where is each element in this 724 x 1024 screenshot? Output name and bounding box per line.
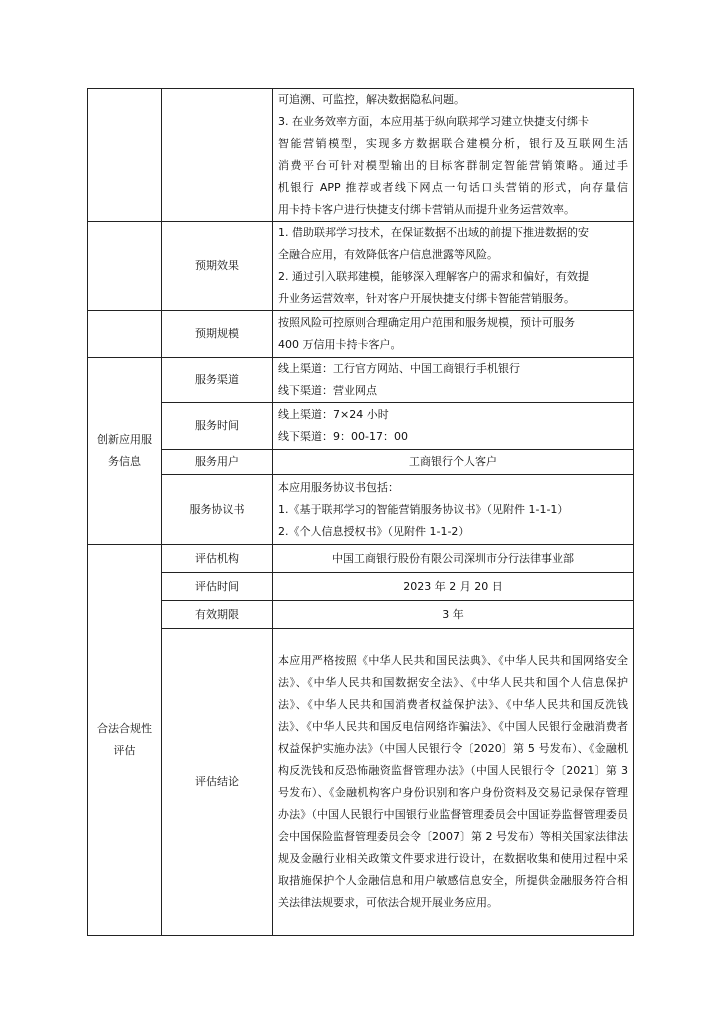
service-users-value: 工商银行个人客户 <box>273 450 634 475</box>
expected-effect-content <box>273 222 634 311</box>
content-cell-efficiency <box>273 89 634 222</box>
service-time-label: 服务时间 <box>162 403 273 450</box>
content-line: 2.《个人信息授权书》（见附件 1-1-2） <box>278 524 470 538</box>
table-row <box>88 222 634 311</box>
evaluation-institution-value: 中国工商银行股份有限公司深圳市分行法律事业部 <box>273 545 634 573</box>
validity-period-label: 有效期限 <box>162 601 273 629</box>
table-row <box>88 629 634 936</box>
service-time-content <box>273 403 634 450</box>
content-line: 按照风险可控原则合理确定用户范围和服务规模，预计可服务 <box>278 316 575 329</box>
content-line: 用卡持卡客户进行快捷支付绑卡营销从而提升业务运营效率。 <box>278 203 575 216</box>
content-line: 2. 通过引入联邦建模，能够深入理解客户的需求和偏好，有效提 <box>278 270 589 283</box>
category-cell-empty <box>88 222 162 311</box>
table-row <box>88 601 634 629</box>
compliance-category: 合法合规性评估 <box>88 545 162 936</box>
service-users-label: 服务用户 <box>162 450 273 475</box>
content-line: 1.《基于联邦学习的智能营销服务协议书》（见附件 1-1-1） <box>278 502 569 516</box>
table-row <box>88 545 634 573</box>
evaluation-conclusion-content <box>273 629 634 936</box>
expected-effect-label: 预期效果 <box>162 222 273 311</box>
evaluation-institution-label: 评估机构 <box>162 545 273 573</box>
content-line: 智能营销模型，实现多方数据联合建模分析，银行及互联网生活 <box>278 137 628 150</box>
service-agreement-content <box>273 475 634 545</box>
service-channel-content <box>273 358 634 403</box>
innovation-category: 创新应用服务信息 <box>88 358 162 545</box>
table-row <box>88 475 634 545</box>
evaluation-conclusion-label: 评估结论 <box>162 629 273 936</box>
table-row <box>88 573 634 601</box>
content-line: 线下渠道：营业网点 <box>278 384 377 397</box>
content-line: 线上渠道：工行官方网站、中国工商银行手机银行 <box>278 362 520 375</box>
evaluation-time-label: 评估时间 <box>162 573 273 601</box>
content-line: 1. 借助联邦学习技术，在保证数据不出域的前提下推进数据的安 <box>278 226 589 239</box>
label-cell-empty <box>162 89 273 222</box>
content-line: 线上渠道：7×24 小时 <box>278 408 389 421</box>
category-cell-empty <box>88 311 162 358</box>
table-row <box>88 450 634 475</box>
evaluation-time-value: 2023 年 2 月 20 日 <box>273 573 634 601</box>
expected-scale-label: 预期规模 <box>162 311 273 358</box>
document-table <box>87 88 634 936</box>
service-channel-label: 服务渠道 <box>162 358 273 403</box>
content-line: 机银行 APP 推荐或者线下网点一句话口头营销的形式，向存量信 <box>278 181 628 194</box>
content-line: 全融合应用，有效降低客户信息泄露等风险。 <box>278 248 498 261</box>
content-line: 本应用服务协议书包括： <box>278 480 399 494</box>
content-line: 3. 在业务效率方面，本应用基于纵向联邦学习建立快捷支付绑卡 <box>278 115 589 128</box>
category-cell-empty <box>88 89 162 222</box>
expected-scale-content <box>273 311 634 358</box>
table-row <box>88 311 634 358</box>
service-agreement-label: 服务协议书 <box>162 475 273 545</box>
validity-period-value: 3 年 <box>273 601 634 629</box>
table-row <box>88 403 634 450</box>
conclusion-text: 本应用严格按照《中华人民共和国民法典》、《中华人民共和国网络安全法》、《中华人民共和国数据安全法》、《中华人民共和国个人信息保护法》、《中华人民共和国消费者权益保护法》、《中华人民共和国反洗钱法》、《中华人民共和国反电信网络诈骗法》、《中国人民银行金融消费者权益保护实施办法》（中国人民银行令〔2020〕第 5 号发布）、《金融机构反洗钱和反恐怖融资监督管理办法》（中国人民银行令〔2021〕第 3 号发布）、《金融机构客户身份识别和客户身份资料及交易记录保存管理办法》（中国人民银行中国银行业监督管理委员会中国证券监督管理委员会中国保险监督管理委员会令〔2007〕第 2 号发布）等相关国家法律法规及金融行业相关政策文件要求进行设计，在数据收集和使用过程中采取措施保护个人金融信息和用户敏感信息安全，所提供金融服务符合相关法律法规要求，可依法合规开展业务应用。 <box>278 654 628 909</box>
content-line: 线下渠道：9：00-17：00 <box>278 430 408 443</box>
content-line: 可追溯、可监控，解决数据隐私问题。 <box>278 93 465 106</box>
table-row <box>88 358 634 403</box>
content-line: 400 万信用卡持卡客户。 <box>278 338 402 351</box>
content-line: 消费平台可针对模型输出的目标客群制定智能营销策略。通过手 <box>278 159 628 172</box>
table-row <box>88 89 634 222</box>
content-line: 升业务运营效率，针对客户开展快捷支付绑卡智能营销服务。 <box>278 292 575 305</box>
